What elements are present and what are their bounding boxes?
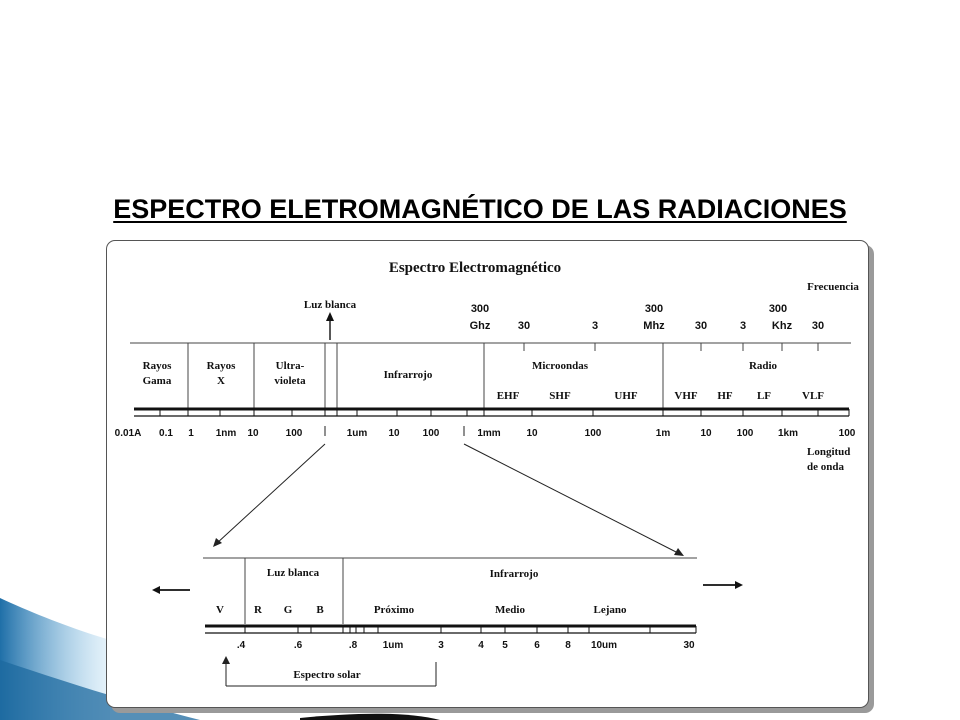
wavelength-label: 1nm bbox=[215, 428, 237, 439]
detail-tick-label: 8 bbox=[565, 640, 571, 651]
solar-bracket-arrowhead bbox=[222, 656, 230, 664]
ir-region-label: Lejano bbox=[593, 604, 627, 616]
longitud-label-line1: Longitud bbox=[807, 446, 851, 458]
detail-tick-label: 5 bbox=[502, 640, 508, 651]
wavelength-label: 100 bbox=[838, 428, 856, 439]
color-label: G bbox=[283, 604, 293, 616]
detail-tick-label: 1um bbox=[382, 640, 404, 651]
color-label: V bbox=[216, 604, 224, 616]
freq-ghz-3: 3 bbox=[591, 320, 599, 332]
wavelength-label: 10 bbox=[526, 428, 538, 439]
wavelength-label: 1m bbox=[655, 428, 671, 439]
detail-tick-label: 6 bbox=[534, 640, 540, 651]
detail-tick-label: .4 bbox=[236, 640, 246, 651]
luz-blanca-label: Luz blanca bbox=[303, 299, 357, 311]
subband-label: UHF bbox=[614, 390, 638, 402]
espectro-solar-label: Espectro solar bbox=[293, 669, 361, 681]
band-gamma-line1: Rayos bbox=[142, 360, 172, 372]
wavelength-label: 10 bbox=[388, 428, 400, 439]
detail-tick-label: .8 bbox=[348, 640, 358, 651]
band-gamma-line2: Gama bbox=[142, 375, 172, 387]
wavelength-label: 0.1 bbox=[159, 428, 173, 439]
detail-tick-label: 4 bbox=[478, 640, 484, 651]
detail-tick-label: 3 bbox=[438, 640, 444, 651]
band-xray-line1: Rayos bbox=[206, 360, 236, 372]
color-label: R bbox=[254, 604, 262, 616]
wavelength-label: 1 bbox=[188, 428, 194, 439]
freq-ghz-300: 300 bbox=[470, 303, 490, 315]
wavelength-label: 1mm bbox=[477, 428, 501, 439]
subband-label: EHF bbox=[496, 390, 520, 402]
freq-khz-unit: Khz bbox=[771, 320, 793, 332]
subband-label: SHF bbox=[549, 390, 571, 402]
band-uv-line1: Ultra- bbox=[275, 360, 305, 372]
zoom-arrow-left bbox=[216, 444, 325, 544]
freq-mhz-300: 300 bbox=[644, 303, 664, 315]
detail-tick-label: 30 bbox=[683, 640, 695, 651]
color-label: B bbox=[316, 604, 324, 616]
subband-label: VLF bbox=[802, 390, 824, 402]
wavelength-label: 100 bbox=[422, 428, 440, 439]
detail-tick-label: 10um bbox=[590, 640, 618, 651]
longitud-label-line2: de onda bbox=[807, 461, 844, 473]
freq-mhz-3: 3 bbox=[739, 320, 747, 332]
wavelength-label: 100 bbox=[584, 428, 602, 439]
subband-label: HF bbox=[717, 390, 733, 402]
subband-label: LF bbox=[756, 390, 772, 402]
figure-title: Espectro Electromagnético bbox=[388, 260, 562, 276]
ir-region-label: Próximo bbox=[373, 604, 415, 616]
wavelength-label: 0.01A bbox=[114, 428, 142, 439]
band-xray-line2: X bbox=[217, 375, 225, 387]
frecuencia-label: Frecuencia bbox=[807, 281, 859, 293]
freq-ghz-30: 30 bbox=[517, 320, 531, 332]
band-uv-line2: violeta bbox=[274, 375, 306, 387]
detail-arrowhead-left bbox=[152, 586, 160, 594]
wavelength-label: 1um bbox=[346, 428, 368, 439]
freq-khz-300: 300 bbox=[768, 303, 788, 315]
detail-arrowhead-right bbox=[735, 581, 743, 589]
detail-infrarrojo: Infrarrojo bbox=[489, 568, 539, 580]
zoom-arrow-right bbox=[464, 444, 680, 554]
detail-luz-blanca: Luz blanca bbox=[266, 567, 320, 579]
wavelength-label: 10 bbox=[247, 428, 259, 439]
freq-khz-30: 30 bbox=[811, 320, 825, 332]
band-infrared: Infrarrojo bbox=[383, 369, 433, 381]
band-radio: Radio bbox=[748, 360, 778, 372]
wavelength-label: 1km bbox=[777, 428, 799, 439]
ir-region-label: Medio bbox=[495, 604, 525, 616]
freq-mhz-30: 30 bbox=[694, 320, 708, 332]
band-microwaves: Microondas bbox=[531, 360, 589, 372]
luz-blanca-arrowhead bbox=[326, 312, 334, 321]
detail-tick-label: .6 bbox=[293, 640, 303, 651]
subband-label: VHF bbox=[674, 390, 698, 402]
wavelength-label: 100 bbox=[736, 428, 754, 439]
wavelength-label: 10 bbox=[700, 428, 712, 439]
freq-ghz-unit: Ghz bbox=[469, 320, 491, 332]
freq-mhz-unit: Mhz bbox=[643, 320, 665, 332]
wavelength-label: 100 bbox=[285, 428, 303, 439]
slide-title: ESPECTRO ELETROMAGNÉTICO DE LAS RADIACIONES bbox=[113, 194, 847, 224]
